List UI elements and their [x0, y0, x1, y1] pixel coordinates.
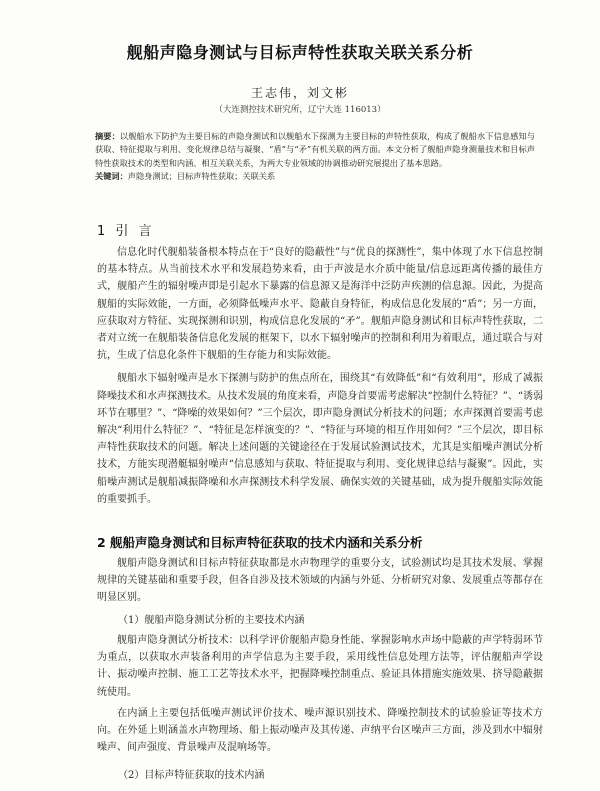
abstract-text: 以舰船水下防护为主要目标的声隐身测试和以舰船水下探测为主要目标的声特性获取，构成了舰船水下信息感知与获取、特征提取与利用、变化规律总结与凝聚、“盾”与“矛”有机关联的两方面。本文分析了舰船声隐身测量技术和目标声特性获取技术的类型和内涵、相互关联关系，为两大专业领域的协调推动研究展提出了基本思路。 [95, 131, 535, 168]
keywords-text: 声隐身测试；目标声特性获取；关联关系 [127, 171, 276, 182]
section-1-paragraph-2: 舰船水下辐射噪声是水下探测与防护的焦点所在，围绕其“有效降低”和“有效利用”，形成了减振降噪技术和水声探测技术。从技术发展的角度来看，声隐身首要需考虑解决“控制什么特征？”、“诱弱环节在哪里？”、“降噪的效果如何？”三个层次，即声隐身测试分析技术的问题；水声探测首要需考虑解决“利用什么特征？”、“特征是怎样演变的？”、“特征与环境的相互作用如何？”三个层次，即目标声特性获取技术的问题。解决上述问题的关键途径在于发展试验测试技术，尤其是实船噪声测试分析技术，方能实现潜艇辐射噪声“信息感知与获取、特征提取与利用、变化规律总结与凝聚”。因此，实船噪声测试是舰船减振降噪和水声探测技术科学发展、确保实效的关键基础，成为提升舰船实际效能的重要抓手。 [97, 373, 543, 505]
section-2-title: 2 舰船声隐身测试和目标声特征获取的技术内涵和关系分析 [97, 535, 423, 550]
subsection-1-body [97, 632, 543, 756]
section-2-paragraph-1: 舰船声隐身测试和目标声特征获取都是水声物理学的重要分支，试验测试均是其技术发展、掌握规律的关键基础和重要手段，但各自涉及技术领域的内涵与外延、分析研究对象、发展重点等都存在明显区别。 [97, 558, 543, 604]
paper-title: 舰船声隐身测试与目标声特性获取关联关系分析 [126, 43, 474, 62]
section-1-body [97, 244, 543, 508]
section-1-paragraph-1: 信息化时代舰船装备根本特点在于“良好的隐蔽性”与“优良的探测性”，集中体现了水下信息控制的基本特点。从当前技术水平和发展趋势来看，由于声波是水介质中能量/信息远距离传播的最佳方式，舰船产生的辐射噪声即是引起水下暴露的信息源又是海洋中泛防声疾测的信息源。因此，为提高舰船的实际效能，一方面，必须降低噪声水平、隐蔽自身特征，构成信息化发展的“盾”；另一方面，应获取对方特征、实现探测和识别，构成信息化发展的“矛”。舰船声隐身测试和目标声特性获取，二者对立统一在舰船装备信息化发展的框架下，以水下辐射噪声的控制和利用为着眼点，通过联合与对抗，生成了信息化条件下舰船的生存能力和实际效能。 [97, 247, 543, 362]
abstract-label: 摘要： [95, 131, 120, 141]
paper-affiliation: （大连测控技术研究所，辽宁大连 116013） [214, 105, 386, 115]
section-1-title: 1 引 言 [97, 224, 155, 239]
subsection-2-title: （2）目标声特征获取的技术内涵 [118, 770, 265, 781]
subsection-1-paragraph-2: 在内涵上主要包括低噪声测试评价技术、噪声源识别技术、降噪控制技术的试验验证等技术方向。在外延上则涵盖水声物理场、船上振动噪声及其传递、声纳平台区噪声三方面，涉及到水中辐射噪声、间声强度、背景噪声及混响场等。 [97, 707, 543, 754]
abstract-block [95, 130, 535, 184]
section-2-body [97, 555, 543, 607]
subsection-1-paragraph-1: 舰船声隐身测试分析技术：以科学评价舰船声隐身性能、掌握影响水声场中隐蔽的声学特弱环节为重点，以获取水声装备利用的声学信息为主要手段，采用线性信息处理方法等，评估舰船声学设计、振动噪声控制、施工工艺等技术水平，把握降噪控制重点、验证具体措施实施效果、挤导隐蔽据统使用。 [97, 635, 543, 698]
keywords-label: 关键词： [95, 171, 128, 182]
paper-authors: 王志伟，刘文彬 [250, 86, 349, 100]
subsection-1-title: （1）舰船声隐身测试分析的主要技术内涵 [118, 615, 305, 626]
